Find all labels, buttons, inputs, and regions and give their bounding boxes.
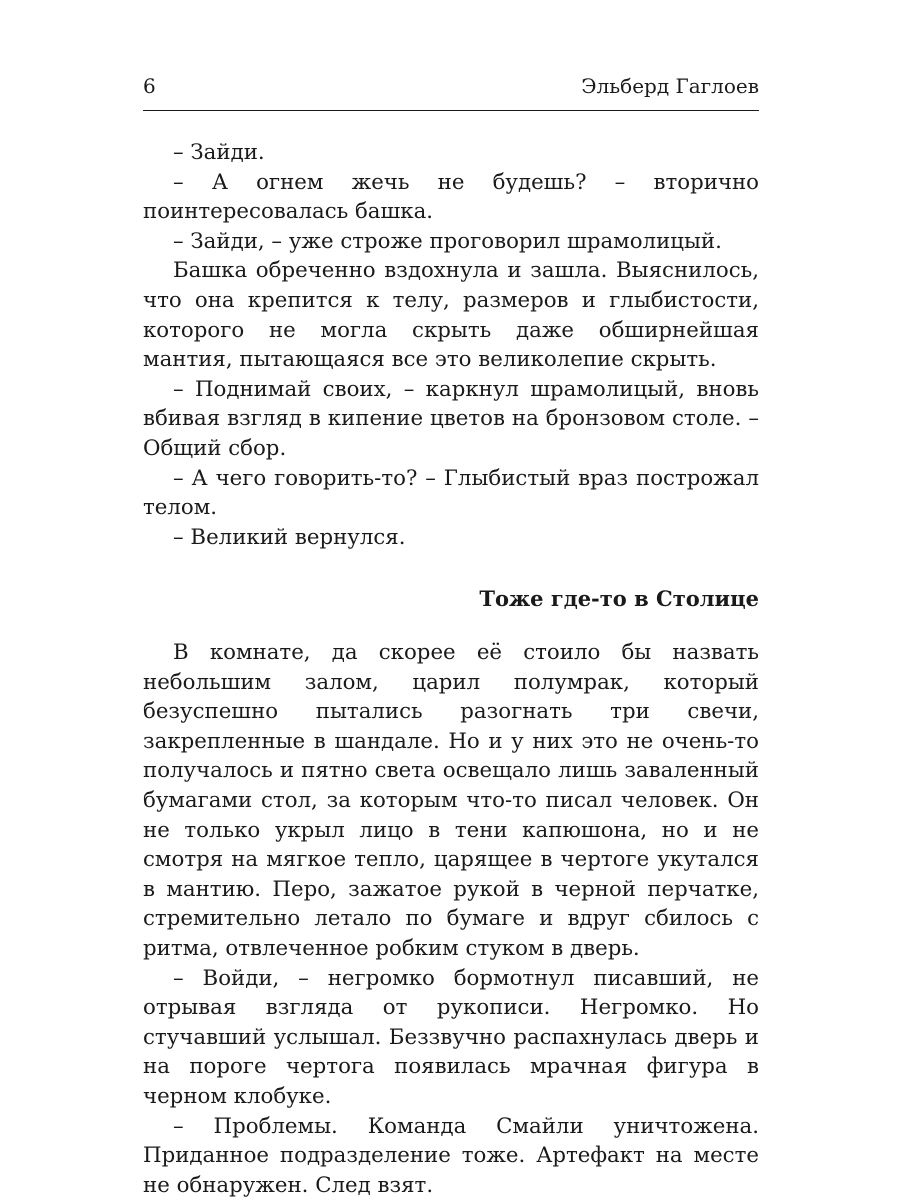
text-block-1	[143, 138, 759, 552]
paragraph: В комнате, да скорее её стоило бы назвать небольшим залом, царил полумрак, который безуспешно пытались разогнать три свечи, закрепленные в шандале. Но и у них это не очень-то получалось и пятно света освещало лишь заваленный бумагами стол, за которым что-то писал человек. Он не только укрыл лицо в тени капюшона, но и не смотря на мягкое тепло, царящее в чертоге укутался в мантию. Перо, зажатое рукой в черной перчатке, стремительно летало по бумаге и вдруг сбилось с ритма, отвлеченное робким стуком в дверь.	[143, 640, 759, 961]
paragraph: – Зайди.	[173, 140, 265, 165]
paragraph: – А огнем жечь не будешь? – вторично поинтересовалась башка.	[143, 169, 759, 225]
text-block-2	[143, 638, 759, 1200]
paragraph: – Поднимай своих, – каркнул шрамолицый, вновь вбивая взгляд в кипение цветов на бронзовом столе. – Общий сбор.	[143, 376, 759, 461]
paragraph: – Зайди, – уже строже проговорил шрамолицый.	[173, 228, 722, 254]
paragraph: Башка обреченно вздохнула и зашла. Выяснилось, что она крепится к телу, размеров и глыбистости, которого не могла скрыть даже обширнейшая мантия, пытающаяся все это великолепие скрыть.	[143, 258, 759, 373]
running-head: Эльберд Гаглоев	[581, 74, 759, 98]
section-title: Тоже где-то в Столице	[479, 586, 759, 611]
paragraph: – Войди, – негромко бормотнул писавший, не отрывая взгляда от рукописи. Негромко. Но стучавший услышал. Беззвучно распахнулась дверь и на пороге чертога появилась мрачная фигура в черном клобуке.	[143, 965, 759, 1109]
page-header	[143, 70, 759, 111]
paragraph: – Великий вернулся.	[173, 524, 406, 550]
paragraph: – А чего говорить-то? – Глыбистый враз построжал телом.	[143, 465, 759, 521]
page-number: 6	[143, 74, 156, 98]
paragraph: – Проблемы. Команда Смайли уничтожена. Приданное подразделение тоже. Артефакт на месте не обнаружен. След взят.	[143, 1113, 759, 1198]
